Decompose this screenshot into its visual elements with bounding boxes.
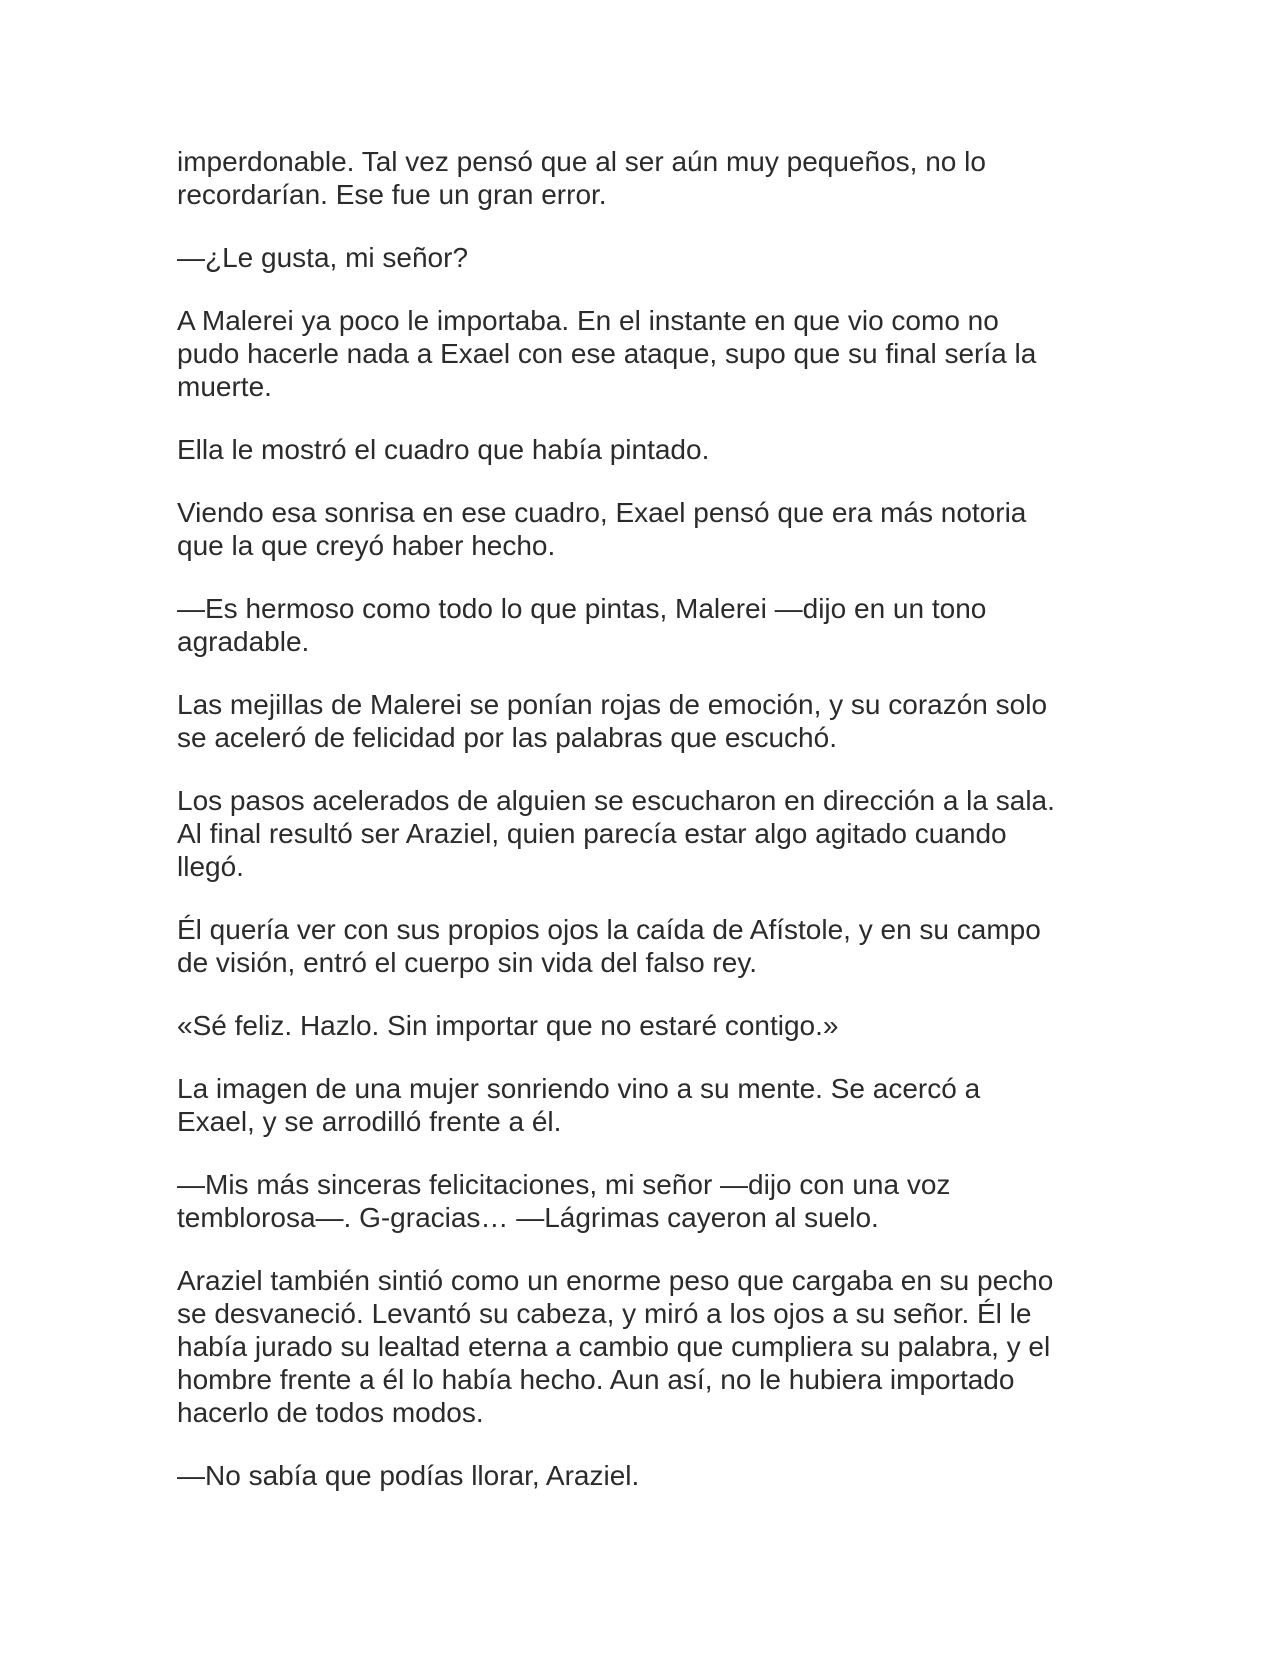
paragraph: Viendo esa sonrisa en ese cuadro, Exael pensó que era más notoria que la que creyó haber hecho. <box>177 497 1027 561</box>
paragraph: imperdonable. Tal vez pensó que al ser aún muy pequeños, no lo recordarían. Ese fue un gran error. <box>177 146 986 210</box>
paragraph: Ella le mostró el cuadro que había pintado. <box>177 434 710 465</box>
document-page <box>177 145 1117 1522</box>
paragraph: —Mis más sinceras felicitaciones, mi señor —dijo con una voz temblorosa—. G-gracias… —Lágrimas cayeron al suelo. <box>177 1169 951 1233</box>
paragraph: Las mejillas de Malerei se ponían rojas de emoción, y su corazón solo se aceleró de felicidad por las palabras que escuchó. <box>177 689 1048 753</box>
paragraph: Él quería ver con sus propios ojos la caída de Afístole, y en su campo de visión, entró el cuerpo sin vida del falso rey. <box>177 914 1041 978</box>
paragraph: Araziel también sintió como un enorme peso que cargaba en su pecho se desvaneció. Levantó su cabeza, y miró a los ojos a su señor. Él le había jurado su lealtad eterna a cambio que cumpliera su palabra, y el hombre frente a él lo había hecho. Aun así, no le hubiera importado hacerlo de todos modos. <box>177 1265 1054 1428</box>
paragraph: —¿Le gusta, mi señor? <box>177 242 469 273</box>
paragraph: «Sé feliz. Hazlo. Sin importar que no estaré contigo.» <box>177 1010 839 1041</box>
paragraph: A Malerei ya poco le importaba. En el instante en que vio como no pudo hacerle nada a Exael con ese ataque, supo que su final sería la muerte. <box>177 305 1037 402</box>
paragraph: Los pasos acelerados de alguien se escucharon en dirección a la sala. Al final resultó ser Araziel, quien parecía estar algo agitado cuando llegó. <box>177 785 1055 882</box>
paragraph: —No sabía que podías llorar, Araziel. <box>177 1460 640 1491</box>
paragraph: —Es hermoso como todo lo que pintas, Malerei —dijo en un tono agradable. <box>177 593 987 657</box>
paragraph: La imagen de una mujer sonriendo vino a su mente. Se acercó a Exael, y se arrodilló frente a él. <box>177 1073 981 1137</box>
